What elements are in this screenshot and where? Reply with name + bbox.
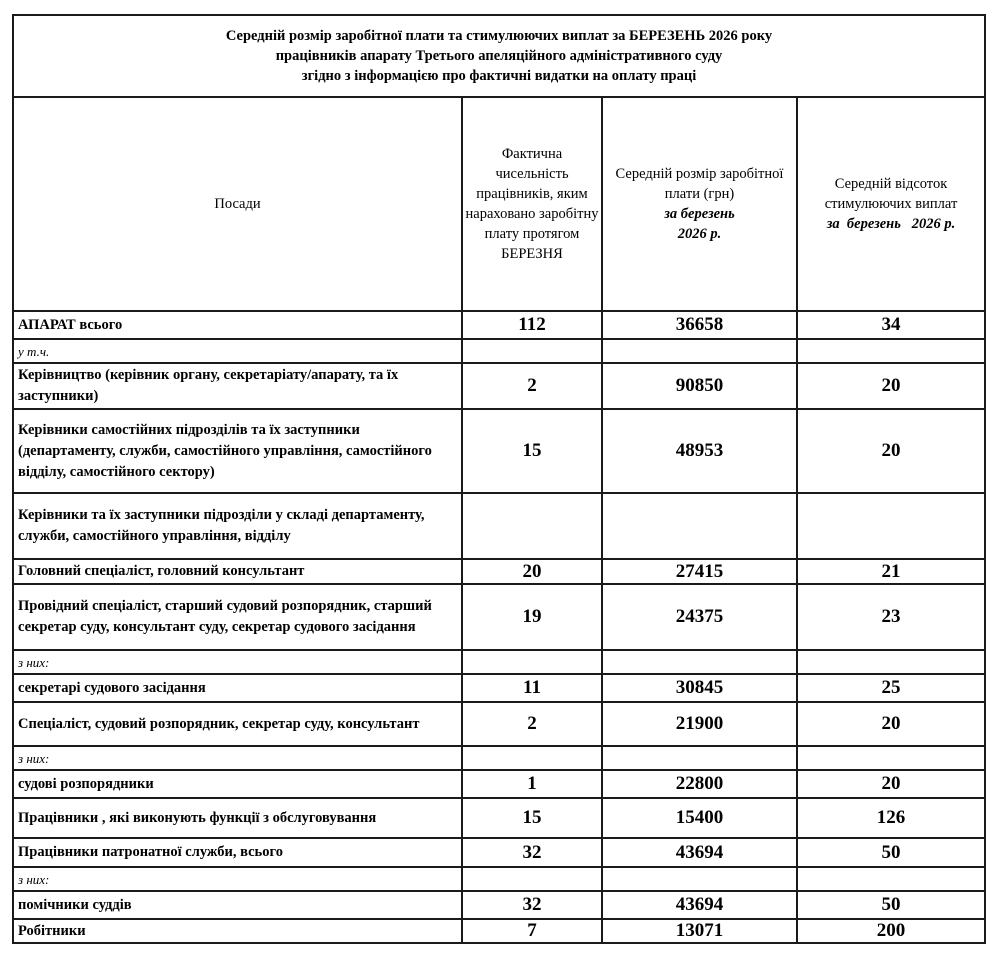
row-label: секретарі судового засідання — [13, 674, 462, 702]
row-headcount: 20 — [462, 559, 602, 584]
row-label: з них: — [13, 650, 462, 674]
row-bonus: 20 — [797, 363, 985, 409]
row-bonus — [797, 339, 985, 363]
row-salary: 43694 — [602, 838, 797, 867]
row-label: Працівники , які виконують функції з обслуговування — [13, 798, 462, 838]
table-row — [13, 798, 985, 838]
table-row — [13, 559, 985, 584]
row-label: з них: — [13, 867, 462, 891]
row-salary — [602, 493, 797, 559]
row-bonus: 23 — [797, 584, 985, 650]
header-avg-salary: Середній розмір заробітної плати (грн) за березень 2026 р. — [602, 97, 797, 311]
table-row — [13, 919, 985, 943]
table-row — [13, 584, 985, 650]
row-salary: 21900 — [602, 702, 797, 746]
row-salary: 48953 — [602, 409, 797, 493]
row-label: АПАРАТ всього — [13, 311, 462, 339]
row-headcount — [462, 867, 602, 891]
row-salary: 27415 — [602, 559, 797, 584]
row-label: Головний спеціаліст, головний консультант — [13, 559, 462, 584]
row-headcount: 32 — [462, 891, 602, 919]
row-bonus — [797, 746, 985, 770]
row-salary — [602, 867, 797, 891]
row-headcount: 15 — [462, 409, 602, 493]
row-bonus: 25 — [797, 674, 985, 702]
row-bonus — [797, 493, 985, 559]
report-title — [13, 15, 985, 97]
header-bonus-percent: Середній відсоток стимулюючих виплат за березень 2026 р. — [797, 97, 985, 311]
row-salary — [602, 650, 797, 674]
row-salary: 13071 — [602, 919, 797, 943]
row-bonus: 20 — [797, 770, 985, 798]
table-row — [13, 838, 985, 867]
row-label: Спеціаліст, судовий розпорядник, секретар суду, консультант — [13, 702, 462, 746]
row-label: з них: — [13, 746, 462, 770]
table-row — [13, 867, 985, 891]
row-headcount: 11 — [462, 674, 602, 702]
row-headcount: 19 — [462, 584, 602, 650]
row-headcount: 1 — [462, 770, 602, 798]
row-salary — [602, 339, 797, 363]
title-line-1: Середній розмір заробітної плати та стимулюючих виплат за БЕРЕЗЕНЬ 2026 року — [225, 28, 773, 44]
salary-report-table — [12, 14, 986, 944]
row-headcount: 2 — [462, 702, 602, 746]
row-headcount: 112 — [462, 311, 602, 339]
row-salary — [602, 746, 797, 770]
row-bonus: 200 — [797, 919, 985, 943]
row-headcount: 7 — [462, 919, 602, 943]
row-salary: 24375 — [602, 584, 797, 650]
row-label: Працівники патронатної служби, всього — [13, 838, 462, 867]
row-bonus: 50 — [797, 838, 985, 867]
row-bonus: 50 — [797, 891, 985, 919]
row-headcount: 2 — [462, 363, 602, 409]
row-headcount — [462, 650, 602, 674]
row-headcount: 32 — [462, 838, 602, 867]
row-bonus: 21 — [797, 559, 985, 584]
row-bonus — [797, 867, 985, 891]
table-row — [13, 891, 985, 919]
title-line-2: працівників апарату Третього апеляційного адміністративного суду — [275, 48, 723, 64]
row-label: судові розпорядники — [13, 770, 462, 798]
row-label: Робітники — [13, 919, 462, 943]
table-row — [13, 409, 985, 493]
table-row — [13, 311, 985, 339]
table-row — [13, 746, 985, 770]
table-row — [13, 702, 985, 746]
row-headcount — [462, 746, 602, 770]
row-bonus: 20 — [797, 409, 985, 493]
table-row — [13, 650, 985, 674]
table-row — [13, 493, 985, 559]
row-headcount — [462, 493, 602, 559]
table-row — [13, 674, 985, 702]
row-label: Керівництво (керівник органу, секретаріату/апарату, та їх заступники) — [13, 363, 462, 409]
row-bonus: 34 — [797, 311, 985, 339]
row-salary: 90850 — [602, 363, 797, 409]
row-label: у т.ч. — [13, 339, 462, 363]
table-row — [13, 339, 985, 363]
header-row — [13, 97, 985, 311]
row-salary: 43694 — [602, 891, 797, 919]
row-salary: 15400 — [602, 798, 797, 838]
row-bonus — [797, 650, 985, 674]
row-salary: 30845 — [602, 674, 797, 702]
row-salary: 36658 — [602, 311, 797, 339]
row-label: помічники суддів — [13, 891, 462, 919]
header-position: Посади — [13, 97, 462, 311]
row-label: Провідний спеціаліст, старший судовий розпорядник, старший секретар суду, консультант суду, секретар судового засідання — [13, 584, 462, 650]
row-label: Керівники та їх заступники підрозділи у складі департаменту, служби, самостійного управління, відділу — [13, 493, 462, 559]
row-headcount — [462, 339, 602, 363]
row-bonus: 20 — [797, 702, 985, 746]
title-row — [13, 15, 985, 97]
row-salary: 22800 — [602, 770, 797, 798]
row-bonus: 126 — [797, 798, 985, 838]
header-headcount: Фактична чисельність працівників, яким нараховано заробітну плату протягом БЕРЕЗНЯ — [462, 97, 602, 311]
title-line-3: згідно з інформацією про фактичні видатки на оплату праці — [301, 68, 697, 84]
table-row — [13, 770, 985, 798]
row-headcount: 15 — [462, 798, 602, 838]
table-row — [13, 363, 985, 409]
row-label: Керівники самостійних підрозділів та їх заступники (департаменту, служби, самостійного управління, самостійного відділу, самостійного сектору) — [13, 409, 462, 493]
